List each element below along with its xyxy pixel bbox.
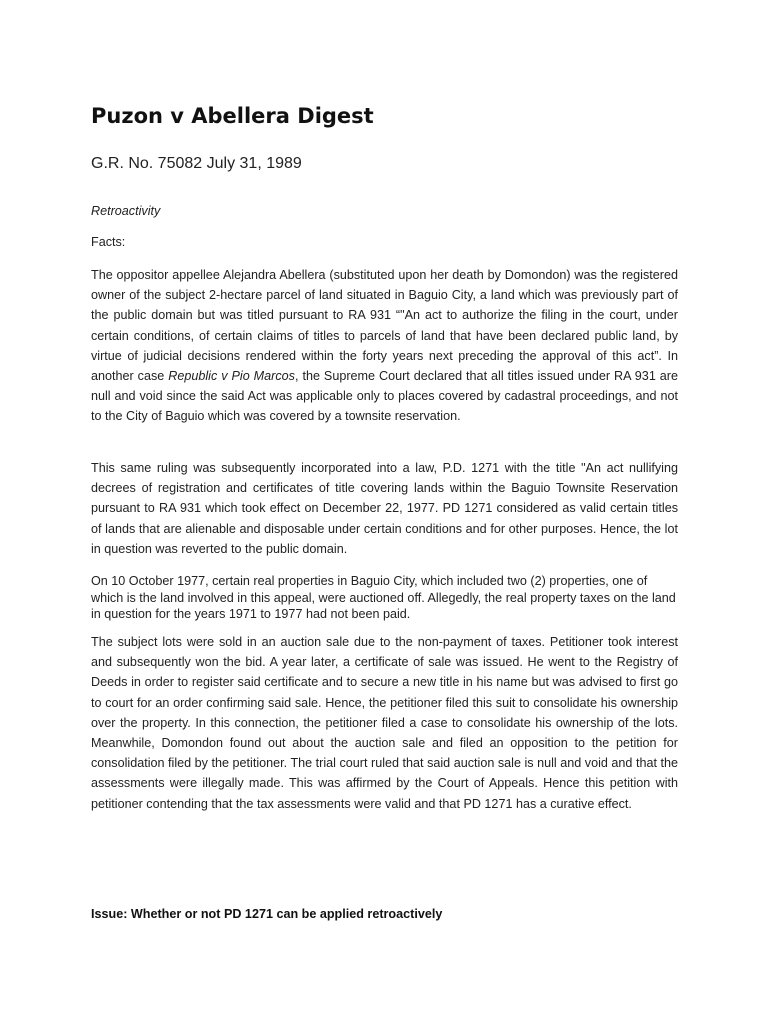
case-citation: G.R. No. 75082 July 31, 1989 [91, 155, 302, 172]
cited-case-name: Republic v Pio Marcos [168, 369, 295, 384]
topic-label: Retroactivity [91, 204, 161, 218]
facts-paragraph-4: The subject lots were sold in an auction sale due to the non-payment of taxes. Petitioner took interest and subsequently won the bid. A year later, a certificate of sale was issued. He went to the Registry of Deeds in order to register said certificate and to secure a new title in his name but was advised to first go to court for an order confirming said sale. Hence, the petitioner filed this suit to consolidate his ownership over the property. In this connection, the petitioner filed a case to consolidate his ownership of the lots. Meanwhile, Domondon found out about the auction sale and filed an opposition to the petition for consolidation filed by the petitioner. The trial court ruled that said auction sale is null and void and that the assessments were illegally made. This was affirmed by the Court of Appeals. Hence this petition with petitioner contending that the tax assessments were valid and that PD 1271 has a curative effect. [91, 635, 678, 811]
paragraph-1-text-a: The oppositor appellee Alejandra Abellera (substituted upon her death by Domondon) was the registered owner of the subject 2-hectare parcel of land situated in Baguio City, a land which was previously part of the public domain but was titled pursuant to RA 931 “"An act to authorize the filing in the court, under certain conditions, of certain claims of titles to parcels of land that have been declared public land, by virtue of judicial decisions rendered within the forty years next preceding the approval of this act”. In another case [91, 268, 678, 384]
facts-heading: Facts: [91, 235, 126, 249]
facts-paragraph-2: This same ruling was subsequently incorporated into a law, P.D. 1271 with the title "An act nullifying decrees of registration and certificates of title covering lands within the Baguio Townsite Reservation pursuant to RA 931 which took effect on December 22, 1977. PD 1271 considered as valid certain titles of lands that are alienable and disposable under certain conditions and for other purposes. Hence, the lot in question was reverted to the public domain. [91, 461, 678, 556]
document-title: Puzon v Abellera Digest [91, 104, 374, 128]
facts-paragraph-3: On 10 October 1977, certain real properties in Baguio City, which included two (2) properties, one of which is the land involved in this appeal, were auctioned off. Allegedly, the real property taxes on the land in question for the years 1971 to 1977 had not been paid. [91, 574, 676, 622]
paragraph-1-text-b: , the Supreme Court declared that all titles issued under RA 931 are null and void since the said Act was applicable only to places covered by cadastral proceedings, and not to the City of Baguio which was covered by a townsite reservation. [91, 369, 678, 424]
facts-paragraph-1 [91, 265, 678, 427]
issue-statement: Issue: Whether or not PD 1271 can be applied retroactively [91, 907, 443, 921]
